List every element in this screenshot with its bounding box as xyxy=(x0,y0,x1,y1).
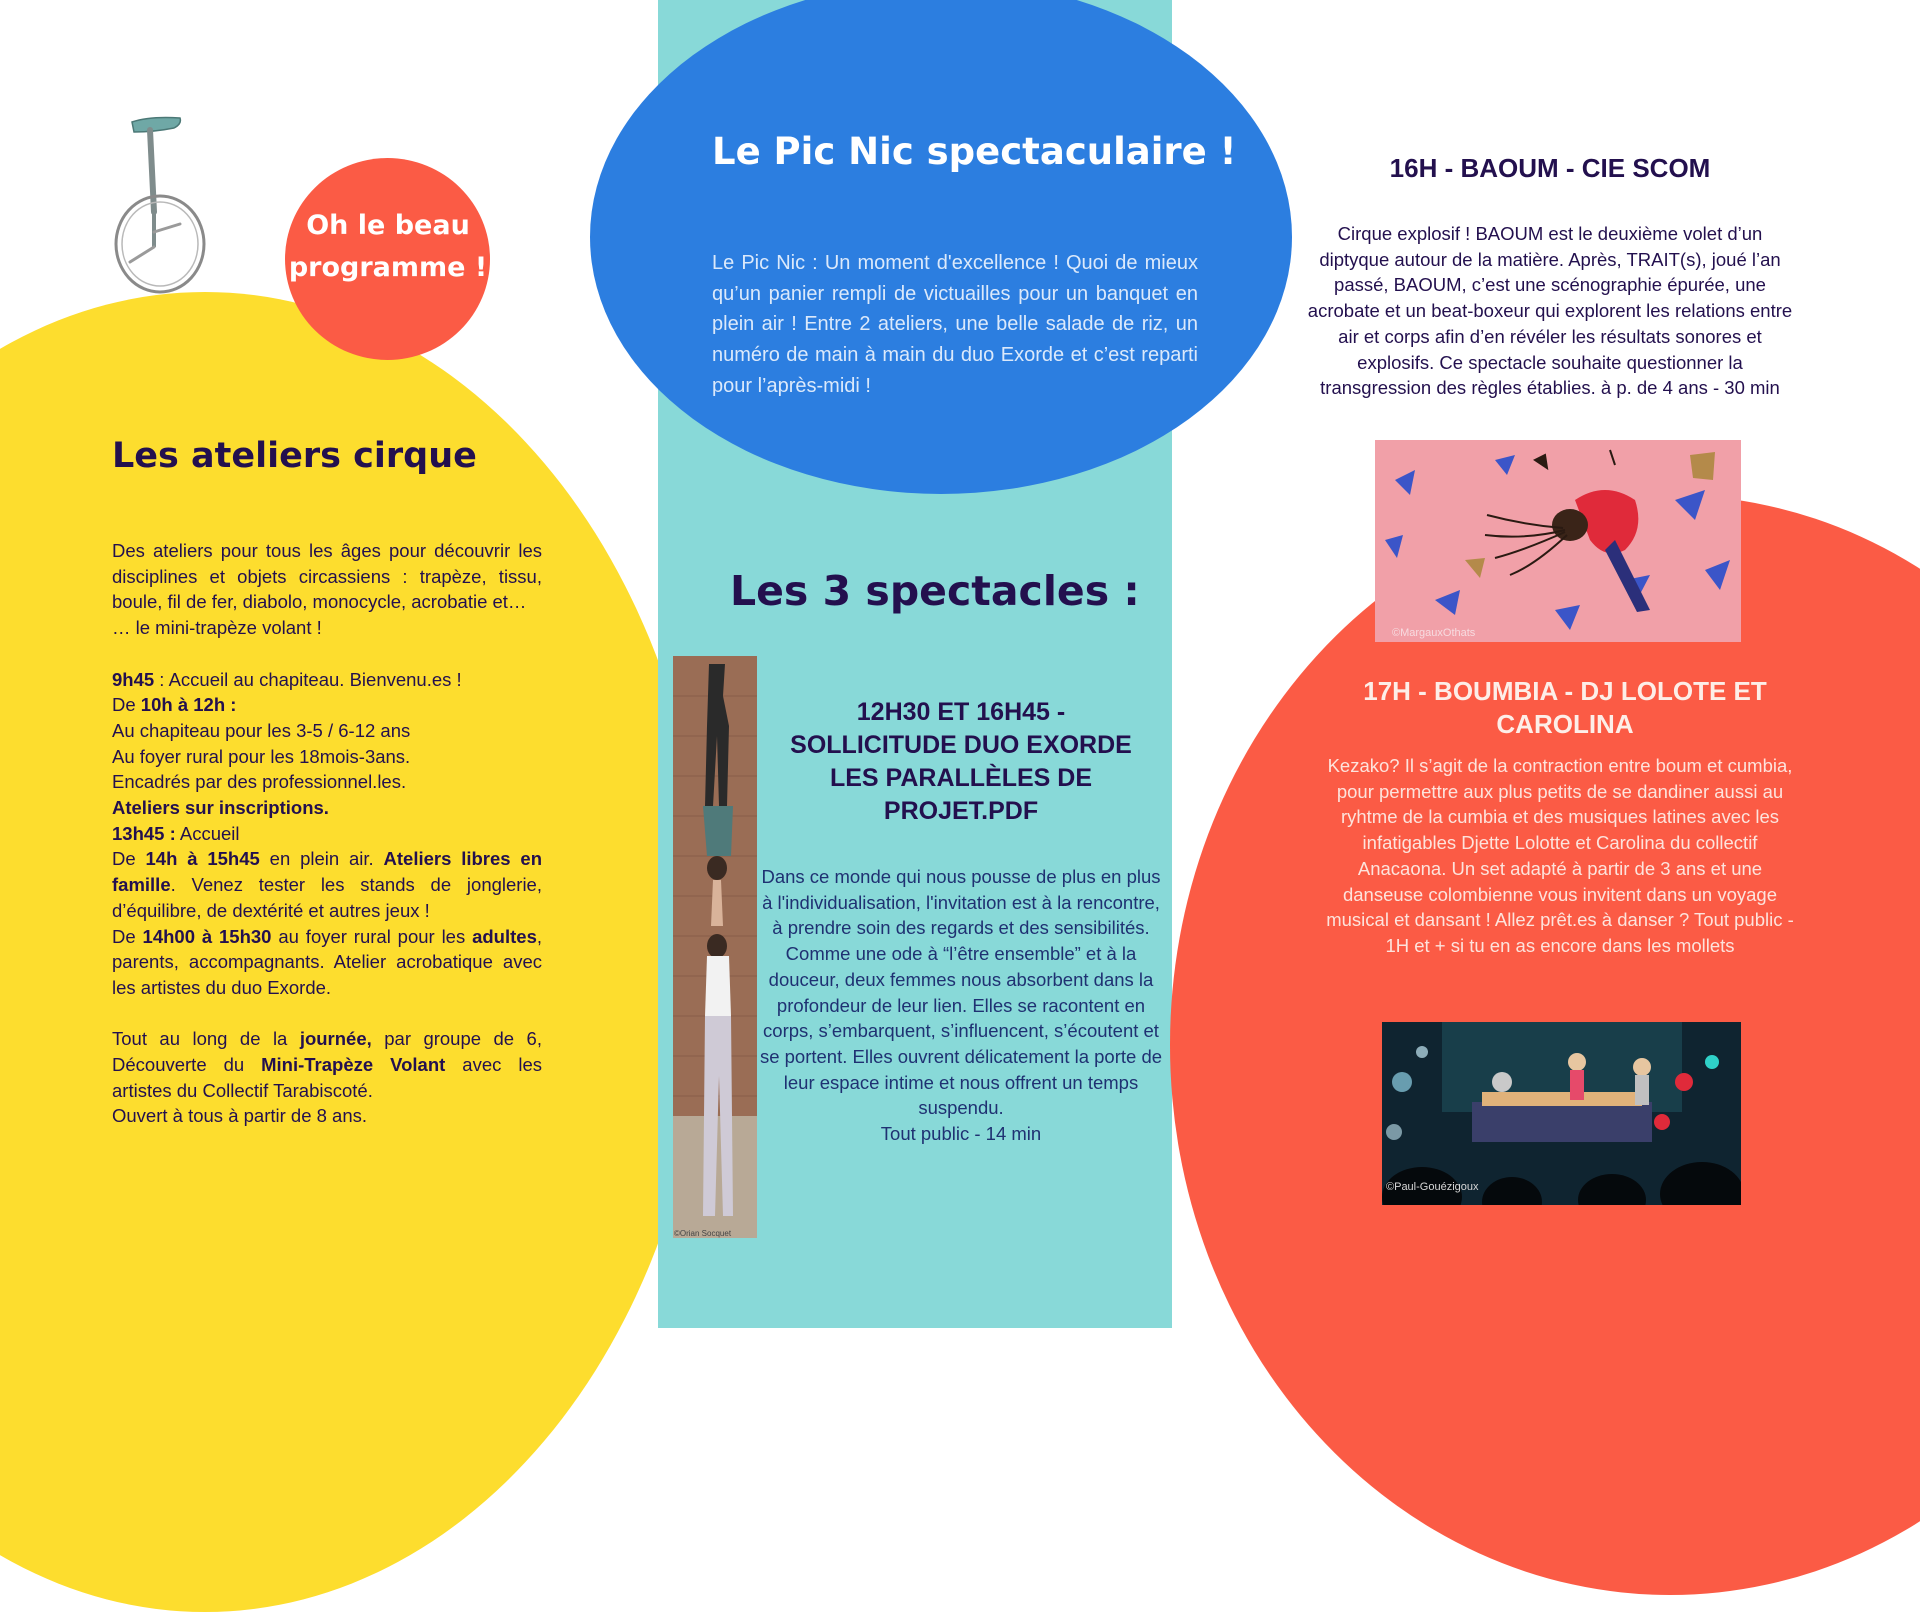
schedule-line-1: 9h45 : Accueil au chapiteau. Bienvenu.es ! xyxy=(112,668,462,690)
schedule-line-6: Ateliers sur inscriptions. xyxy=(112,797,329,819)
schedule-line-3: Au chapiteau pour les 3-5 / 6-12 ans xyxy=(112,719,411,741)
schedule-para-1: De 14h à 15h45 en plein air. Ateliers libres en famille. Venez tester les stands de jonglerie, d’équilibre, de dextérité et autres jeux ! xyxy=(112,848,543,921)
schedule-line-5: Encadrés par des professionnel.les. xyxy=(112,771,407,793)
duo-exorde-photo xyxy=(673,656,757,1238)
duo-exorde-body xyxy=(755,864,1167,1147)
boumbia-body: Kezako? Il s’agit de la contraction entre boum et cumbia, pour permettre aux plus petits de se dandiner aussi au ryhtme de la cumbia et des musiques latines avec les infatigables Djette Lolotte et Carolina du collectif Anacaona. Un set adapté à partir de 3 ans et une danseuse colombienne vous invitent dans un voyage musical et dansant ! Allez prêt.es à danser ? Tout public - 1H et + si tu en as encore dans les mollets xyxy=(1326,755,1794,956)
duo-audience: Tout public - 14 min xyxy=(880,1123,1042,1145)
baoum-title: 16H - BAOUM - CIE SCOM xyxy=(1389,153,1711,183)
badge-line-2: programme ! xyxy=(288,252,488,283)
baoum-photo-credit: ©MargauxOthats xyxy=(1392,627,1476,639)
picnic-title: Le Pic Nic spectaculaire ! xyxy=(712,130,1237,173)
schedule-line-7: 13h45 : Accueil xyxy=(112,822,240,844)
boumbia-photo xyxy=(1382,1022,1741,1205)
baoum-photo xyxy=(1375,440,1741,642)
schedule-para-3: Tout au long de la journée, par groupe de 6, Découverte du Mini-Trapèze Volant avec les artistes du Collectif Tarabiscoté. xyxy=(112,1028,542,1101)
ateliers-title: Les ateliers cirque xyxy=(112,436,477,476)
unicycle-icon xyxy=(110,112,220,297)
picnic-body: Le Pic Nic : Un moment d'excellence ! Quoi de mieux qu’un panier rempli de victuailles pour un banquet en plein air ! Entre 2 ateliers, une belle salade de riz, un numéro de main à main du duo Exorde et c’est reparti pour l’après-midi ! xyxy=(712,252,1198,397)
schedule-line-2: De 10h à 12h : xyxy=(112,694,237,716)
ateliers-body xyxy=(112,538,542,1129)
badge-text xyxy=(288,205,488,289)
spectacles-title: Les 3 spectacles : xyxy=(730,567,1140,615)
duo-exorde-title xyxy=(765,696,1157,828)
duo-description: Dans ce monde qui nous pousse de plus en plus à l'individualisation, l'invitation est à la rencontre, à prendre soin des regards et des sensibilités. Comme une ode à “l’être ensemble” et à la douceur, deux femmes nous absorbent dans la profondeur de leur lien. Elles se racontent en corps, s’embarquent, s’influencent, s’écoutent et se portent. Elles ouvrent délicatement la porte de leur espace intime et nous offrent un temps suspendu. xyxy=(759,866,1163,1119)
boumbia-title xyxy=(1320,675,1810,741)
duo-photo-credit: ©Orian Socquet xyxy=(674,1229,732,1238)
boumbia-title-line-1: 17H - BOUMBIA - DJ LOLOTE ET xyxy=(1363,676,1767,706)
duo-title-line-1: 12H30 ET 16H45 - xyxy=(856,698,1066,726)
duo-title-line-2: SOLLICITUDE DUO EXORDE xyxy=(790,731,1132,759)
duo-title-line-4: PROJET.PDF xyxy=(883,797,1039,825)
schedule-line-4: Au foyer rural pour les 18mois-3ans. xyxy=(112,745,411,767)
badge-line-1: Oh le beau xyxy=(306,210,470,241)
schedule-para-2: De 14h00 à 15h30 au foyer rural pour les adultes, parents, accompagnants. Atelier acrobatique avec les artistes du duo Exorde. xyxy=(112,925,543,998)
boumbia-title-line-2: CAROLINA xyxy=(1496,709,1634,739)
ateliers-intro: Des ateliers pour tous les âges pour découvrir les disciplines et objets circassiens : trapèze, tissu, boule, fil de fer, diabolo, monocycle, acrobatie et… xyxy=(112,540,542,613)
blue-circle-shape xyxy=(590,0,1292,494)
boumbia-photo-credit: ©Paul-Gouézigoux xyxy=(1386,1181,1479,1193)
baoum-body: Cirque explosif ! BAOUM est le deuxième volet d’un diptyque autour de la matière. Après, TRAIT(s), joué l’an passé, BAOUM, c’est une scénographie épurée, une acrobate et un beat-boxeur qui explorent les relations entre air et corps afin d’en révéler les résultats sonores et explosifs. Ce spectacle souhaite questionner la transgression des règles établies. à p. de 4 ans - 30 min xyxy=(1307,223,1793,399)
schedule-para-4: Ouvert à tous à partir de 8 ans. xyxy=(112,1105,368,1127)
ateliers-intro-2: … le mini-trapèze volant ! xyxy=(112,617,322,639)
duo-title-line-3: LES PARALLÈLES DE xyxy=(829,764,1093,792)
